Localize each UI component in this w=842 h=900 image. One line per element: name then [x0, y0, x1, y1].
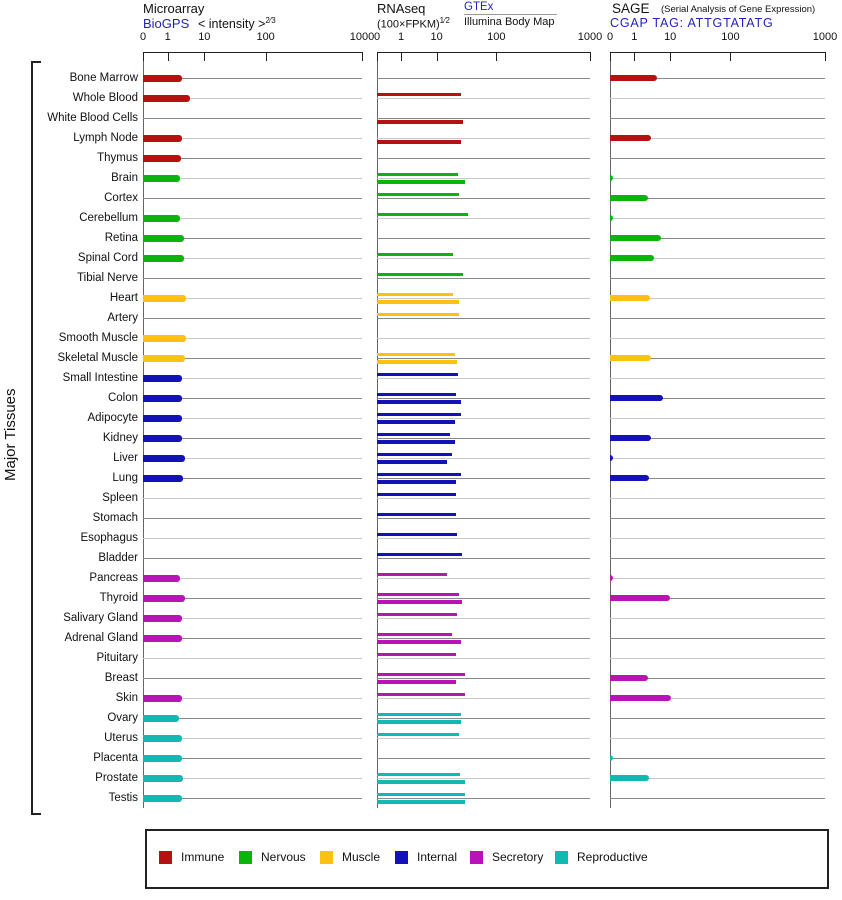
row-gridline [377, 478, 590, 479]
bar-sage-Lymph Node [610, 135, 651, 141]
bar-microarray-Thyroid [143, 595, 185, 602]
row-gridline [610, 278, 825, 279]
bar-rnaseq-illumina-Heart [377, 300, 459, 304]
axis-tick [437, 52, 438, 61]
row-gridline [143, 318, 362, 319]
bar-rnaseq-gtex-Pituitary [377, 653, 456, 657]
bar-rnaseq-illumina-Ovary [377, 720, 461, 724]
microarray-exponent: 2⁄3 [265, 16, 276, 25]
bar-rnaseq-gtex-Pancreas [377, 573, 447, 577]
tissue-label: Spleen [102, 492, 138, 504]
axis-tick [204, 52, 205, 61]
bar-sage-Liver [610, 455, 613, 461]
bar-rnaseq-illumina-Thyroid [377, 600, 462, 604]
axis-tick-label: 1000 [577, 31, 603, 43]
row-gridline [377, 278, 590, 279]
bar-sage-Retina [610, 235, 661, 241]
bar-microarray-Smooth Muscle [143, 335, 186, 342]
tissue-label: Skeletal Muscle [57, 352, 138, 364]
bar-sage-Colon [610, 395, 663, 401]
row-gridline [143, 678, 362, 679]
bar-rnaseq-gtex-Breast [377, 673, 465, 677]
bar-rnaseq-gtex-Liver [377, 453, 452, 457]
bar-sage-Kidney [610, 435, 651, 441]
tissue-label: Spinal Cord [77, 252, 138, 264]
axis-tick [634, 52, 635, 61]
bar-rnaseq-gtex-Colon [377, 393, 456, 397]
bar-rnaseq-gtex-Cerebellum [377, 213, 468, 217]
axis-tick-label: 1000 [349, 31, 375, 43]
bar-rnaseq-illumina-Lung [377, 480, 456, 484]
row-gridline [610, 638, 825, 639]
bar-rnaseq-gtex-Skeletal Muscle [377, 353, 455, 357]
axis-tick-label: 10 [664, 31, 677, 43]
bar-sage-Cerebellum [610, 215, 613, 221]
bar-rnaseq-illumina-Testis [377, 800, 465, 804]
axis-tick-label: 1 [164, 31, 171, 43]
row-gridline [377, 678, 590, 679]
bar-sage-Cortex [610, 195, 648, 201]
row-gridline [610, 418, 825, 419]
axis-tick [610, 52, 611, 61]
bar-sage-Pancreas [610, 575, 613, 581]
bar-rnaseq-gtex-Cortex [377, 193, 459, 197]
illumina-body-map-label: Illumina Body Map [464, 16, 555, 28]
bar-rnaseq-illumina-Prostate [377, 780, 465, 784]
row-gridline [377, 778, 590, 779]
row-gridline [377, 498, 590, 499]
legend-swatch-reproductive [555, 851, 568, 864]
tissue-label: Esophagus [80, 532, 138, 544]
row-gridline [377, 298, 590, 299]
legend-label-immune: Immune [181, 850, 225, 864]
row-gridline [377, 798, 590, 799]
tissue-label: Stomach [92, 512, 138, 524]
row-gridline [143, 118, 362, 119]
bar-rnaseq-gtex-Brain [377, 173, 458, 177]
row-gridline [377, 378, 590, 379]
row-gridline [610, 558, 825, 559]
bar-rnaseq-gtex-Salivary Gland [377, 613, 457, 617]
bar-sage-Bone Marrow [610, 75, 657, 81]
axis-tick-label: 100 [721, 31, 740, 43]
bar-rnaseq-gtex-Kidney [377, 433, 450, 437]
row-gridline [610, 758, 825, 759]
axis-tick [730, 52, 731, 61]
row-gridline [377, 658, 590, 659]
row-gridline [377, 518, 590, 519]
legend-box [145, 829, 829, 889]
row-gridline [610, 658, 825, 659]
axis-tick [825, 52, 826, 61]
tissue-label: Tibial Nerve [77, 272, 138, 284]
tissue-label: Cerebellum [79, 212, 138, 224]
bar-microarray-Brain [143, 175, 180, 182]
bar-rnaseq-illumina-Adipocyte [377, 420, 455, 424]
bar-microarray-Pancreas [143, 575, 180, 582]
bar-rnaseq-gtex-Testis [377, 793, 465, 797]
row-gridline [143, 198, 362, 199]
panel-rnaseq-title: RNAseq [377, 1, 426, 16]
bar-sage-Spinal Cord [610, 255, 654, 261]
axis-tick [377, 52, 378, 61]
panel-sage-title: SAGE [612, 1, 650, 16]
bar-rnaseq-illumina-Kidney [377, 440, 455, 444]
axis-tick [590, 52, 591, 61]
tissue-label: Lung [112, 472, 138, 484]
row-gridline [377, 138, 590, 139]
bar-microarray-Lymph Node [143, 135, 182, 142]
legend-swatch-internal [395, 851, 408, 864]
tissue-label: Liver [113, 452, 138, 464]
row-gridline [377, 558, 590, 559]
bar-microarray-Thymus [143, 155, 181, 162]
row-gridline [377, 598, 590, 599]
row-gridline [143, 558, 362, 559]
row-gridline [610, 118, 825, 119]
legend-swatch-nervous [239, 851, 252, 864]
tissue-label: Salivary Gland [63, 612, 138, 624]
bar-microarray-Colon [143, 395, 182, 402]
tissue-label: Kidney [102, 432, 138, 444]
rnaseq-formula: (100×FPKM)$^{1⁄2}$ [377, 16, 450, 31]
axis-tick-label: 100 [256, 31, 275, 43]
axis-tick-label: 100 [487, 31, 506, 43]
tissue-label: Adipocyte [87, 412, 138, 424]
tissue-label: White Blood Cells [47, 112, 138, 124]
bar-sage-Breast [610, 675, 648, 681]
row-gridline [143, 518, 362, 519]
row-gridline [377, 458, 590, 459]
bar-rnaseq-gtex-Ovary [377, 713, 461, 717]
tissue-label: Thymus [97, 152, 138, 164]
bar-rnaseq-gtex-Artery [377, 313, 459, 317]
row-gridline [610, 338, 825, 339]
bar-sage-Thyroid [610, 595, 670, 601]
axis-tick-label: 0 [606, 31, 614, 43]
row-gridline [610, 458, 825, 459]
axis-tick-label: 10 [430, 31, 443, 43]
bar-microarray-Placenta [143, 755, 182, 762]
axis-tick-label: 0 [139, 31, 147, 43]
bar-microarray-Kidney [143, 435, 182, 442]
tissue-label: Thyroid [99, 592, 138, 604]
gtex-underline [464, 14, 557, 15]
axis-rule-rnaseq [377, 52, 590, 53]
tissue-label: Pancreas [89, 572, 138, 584]
axis-tick-label: 1 [398, 31, 405, 43]
row-gridline [610, 378, 825, 379]
tissue-label: Bladder [98, 552, 138, 564]
bar-rnaseq-gtex-Whole Blood [377, 93, 461, 97]
tissue-label: Colon [107, 392, 138, 404]
tissue-label: Whole Blood [72, 92, 138, 104]
major-tissues-axis-label: Major Tissues [2, 388, 19, 482]
legend-swatch-immune [159, 851, 172, 864]
tissue-label: Ovary [107, 712, 138, 724]
row-gridline [377, 418, 590, 419]
bar-rnaseq-illumina-White Blood Cells [377, 120, 463, 124]
legend-label-reproductive: Reproductive [577, 850, 648, 864]
axis-tick-label: 10 [198, 31, 211, 43]
row-gridline [610, 178, 825, 179]
tissue-label: Heart [109, 292, 138, 304]
bar-sage-Heart [610, 295, 650, 301]
axis-tick [362, 52, 363, 61]
row-gridline [377, 698, 590, 699]
axis-tick-label: 1000 [812, 31, 838, 43]
bar-microarray-Prostate [143, 775, 183, 782]
tissue-label: Lymph Node [73, 132, 138, 144]
rnaseq-exponent: 1⁄2 [439, 16, 450, 25]
bar-sage-Prostate [610, 775, 649, 781]
row-gridline [377, 98, 590, 99]
bar-rnaseq-gtex-Spinal Cord [377, 253, 453, 257]
tissue-label: Breast [104, 672, 138, 684]
axis-tick-label: 1 [631, 31, 638, 43]
row-gridline [610, 158, 825, 159]
tissue-label: Uterus [104, 732, 138, 744]
bar-sage-Lung [610, 475, 649, 481]
gtex-link[interactable]: GTEx [464, 1, 494, 13]
bar-microarray-Lung [143, 475, 183, 482]
bar-rnaseq-gtex-Esophagus [377, 533, 457, 537]
axis-tick [401, 52, 402, 61]
bar-rnaseq-illumina-Breast [377, 680, 456, 684]
row-gridline [610, 578, 825, 579]
row-gridline [377, 78, 590, 79]
tissue-label: Smooth Muscle [58, 332, 138, 344]
row-gridline [377, 358, 590, 359]
biogps-link[interactable]: BioGPS [143, 16, 190, 31]
axis-tick [168, 52, 169, 61]
bar-rnaseq-gtex-Heart [377, 293, 453, 297]
panel-microarray-title: Microarray [143, 1, 205, 16]
bar-microarray-Ovary [143, 715, 179, 722]
bar-rnaseq-illumina-Adrenal Gland [377, 640, 461, 644]
tissue-label: Skin [115, 692, 138, 704]
bar-sage-Brain [610, 175, 613, 181]
row-gridline [377, 398, 590, 399]
tissue-label: Placenta [93, 752, 138, 764]
bar-rnaseq-gtex-Tibial Nerve [377, 273, 463, 277]
row-gridline [143, 278, 362, 279]
axis-tick [266, 52, 267, 61]
bar-microarray-Adrenal Gland [143, 635, 182, 642]
tissue-label: Bone Marrow [69, 72, 138, 84]
microarray-subtitle: < intensity >$^{2⁄3}$ [198, 16, 276, 32]
tissue-label: Adrenal Gland [64, 632, 138, 644]
bar-rnaseq-gtex-Uterus [377, 733, 459, 737]
bar-microarray-Cerebellum [143, 215, 180, 222]
bar-rnaseq-illumina-Brain [377, 180, 465, 184]
bar-rnaseq-gtex-Adipocyte [377, 413, 461, 417]
tissue-label: Cortex [104, 192, 138, 204]
bar-sage-Skin [610, 695, 671, 701]
legend-swatch-secretory [470, 851, 483, 864]
row-gridline [377, 158, 590, 159]
axis-rule-sage [610, 52, 825, 53]
bar-rnaseq-illumina-Colon [377, 400, 461, 404]
row-gridline [377, 738, 590, 739]
bar-rnaseq-gtex-Spleen [377, 493, 456, 497]
row-gridline [377, 198, 590, 199]
bar-microarray-Testis [143, 795, 182, 802]
legend-label-internal: Internal [417, 850, 458, 864]
tissue-label: Retina [104, 232, 138, 244]
bar-rnaseq-gtex-Adrenal Gland [377, 633, 452, 637]
bar-rnaseq-gtex-Lung [377, 473, 461, 477]
row-gridline [610, 538, 825, 539]
bar-rnaseq-gtex-Small Intestine [377, 373, 458, 377]
row-gridline [143, 538, 362, 539]
row-gridline [377, 178, 590, 179]
bar-microarray-Whole Blood [143, 95, 190, 102]
bar-microarray-Adipocyte [143, 415, 182, 422]
bar-rnaseq-illumina-Skeletal Muscle [377, 360, 457, 364]
axis-rule-microarray [143, 52, 362, 53]
tissue-label: Pituitary [96, 652, 138, 664]
legend-swatch-muscle [320, 851, 333, 864]
row-gridline [377, 638, 590, 639]
bar-microarray-Small Intestine [143, 375, 182, 382]
bar-rnaseq-gtex-Skin [377, 693, 465, 697]
bar-rnaseq-illumina-Liver [377, 460, 447, 464]
bar-rnaseq-gtex-Thyroid [377, 593, 459, 597]
row-gridline [143, 658, 362, 659]
legend-label-secretory: Secretory [492, 850, 544, 864]
bar-microarray-Liver [143, 455, 185, 462]
row-gridline [610, 318, 825, 319]
row-gridline [377, 238, 590, 239]
bar-rnaseq-gtex-Stomach [377, 513, 456, 517]
bar-rnaseq-illumina-Lymph Node [377, 140, 461, 144]
cgap-tag-link[interactable]: CGAP TAG: ATTGTATATG [610, 16, 774, 30]
row-gridline [377, 538, 590, 539]
tissue-label: Testis [108, 792, 138, 804]
bar-microarray-Uterus [143, 735, 182, 742]
row-gridline [610, 798, 825, 799]
row-gridline [610, 518, 825, 519]
bar-microarray-Salivary Gland [143, 615, 182, 622]
row-gridline [377, 338, 590, 339]
row-gridline [610, 718, 825, 719]
row-gridline [610, 98, 825, 99]
axis-tick [143, 52, 144, 61]
row-gridline [377, 718, 590, 719]
legend-label-muscle: Muscle [342, 850, 381, 864]
row-gridline [377, 218, 590, 219]
bar-microarray-Bone Marrow [143, 75, 182, 82]
axis-tick-label: 0 [373, 31, 381, 43]
tissue-label: Brain [111, 172, 138, 184]
row-gridline [143, 498, 362, 499]
bar-microarray-Skeletal Muscle [143, 355, 185, 362]
legend-label-nervous: Nervous [261, 850, 306, 864]
tissue-label: Small Intestine [62, 372, 138, 384]
tissue-label: Prostate [95, 772, 138, 784]
bar-sage-Skeletal Muscle [610, 355, 651, 361]
bar-sage-Placenta [610, 755, 613, 761]
sage-note: (Serial Analysis of Gene Expression) [661, 4, 816, 15]
axis-tick [670, 52, 671, 61]
bar-microarray-Retina [143, 235, 184, 242]
row-gridline [377, 578, 590, 579]
bar-rnaseq-gtex-Bladder [377, 553, 462, 557]
row-gridline [377, 758, 590, 759]
row-gridline [377, 318, 590, 319]
bar-rnaseq-gtex-Prostate [377, 773, 460, 777]
row-gridline [377, 258, 590, 259]
row-gridline [610, 218, 825, 219]
row-gridline [377, 118, 590, 119]
tissue-label: Artery [107, 312, 138, 324]
axis-tick [496, 52, 497, 61]
bar-microarray-Heart [143, 295, 186, 302]
bar-microarray-Skin [143, 695, 182, 702]
bar-microarray-Spinal Cord [143, 255, 184, 262]
row-gridline [610, 618, 825, 619]
row-gridline [377, 438, 590, 439]
row-gridline [610, 498, 825, 499]
row-gridline [377, 618, 590, 619]
row-gridline [610, 738, 825, 739]
